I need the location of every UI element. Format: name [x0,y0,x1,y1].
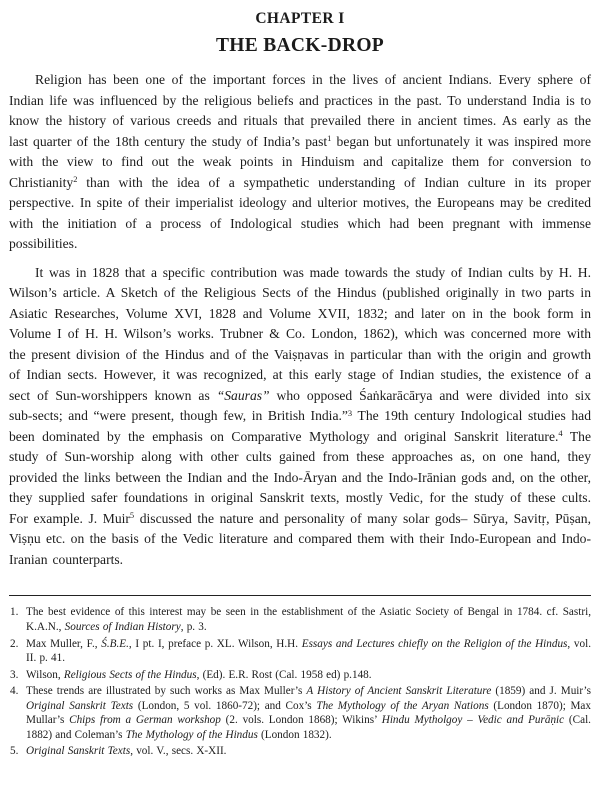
text-run: The study of Sun-worship along with other cults gained from these approaches as, on one hand, they provided the links between the Indian and the Indo-Āryan and the Indo-Irānian gods and, on the other, they supplied safer foundations in original Sanskrit texts, mostly Vedic, for the study of these cults. For example. J. Muir [9,428,591,526]
footnote-list [9,605,591,759]
footnote-divider [9,595,591,596]
footnote-number: 1. [10,606,19,619]
text-run: (Cal. 1882) and Coleman’s [26,714,591,741]
footnote-text [26,669,372,681]
italic-text-run: Hindu Mytholgoy – Vedic and Purāṇic [381,714,565,727]
footnote-reference: 5 [129,510,135,521]
text-run: (London, 5 vol. 1860-72); and Cox’s [133,699,317,712]
text-run: These trends are illustrated by such works as Max Muller’s [26,685,307,698]
footnote-text [26,685,591,741]
body-paragraph [9,263,591,571]
text-run: , (Ed). E.R. Rost (Cal. 1958 ed) p.148. [196,668,372,681]
italic-text-run: The Mythology of the Hindus [125,728,258,741]
text-run: It was in 1828 that a specific contribution was made towards the study of Indian cults by H. H. Wilson’s article. A Sketch of the Religious Sects of the Hindus (published originally in two parts in Asiatic Researches, Volume XVI, 1828 and Volume XVII, 1832; and later on in the book form in Volume I of H. H. Wilson’s works. Trubner & Co. London, 1862), which was concerned more with the present division of the Hindus and of the Vaiṣṇavas in particular than with the origin and growth of Indian sects. However, it was recognized, at this early stage of Indian studies, the existence of a sect of Sun-worshippers known as [9,264,591,403]
body-paragraph [9,70,591,255]
italic-text-run: Original Sanskrit Texts [26,699,134,712]
italic-text-run: “Sauras” [216,387,270,403]
footnote-number: 4. [10,685,19,698]
footnote-reference: 2 [73,173,78,184]
text-run: discussed the nature and personality of many solar gods– Sūrya, Savitṛ, Pūṣan, Viṣṇu etc. on the basis of the Vedic literature and compared them with their Indo-European and Indo-Iranian counterparts. [9,510,591,567]
footnote-number: 3. [10,668,19,681]
text-run: began but unfortunately it was inspired more with the view to find out the weak points in Hinduism and capitalize them for conversion to Christianity [9,133,591,190]
footnote-number: 2. [10,637,19,650]
footnote-reference: 1 [327,132,332,143]
italic-text-run: Chips from a German workshop [69,714,221,727]
italic-text-run: Religious Sects of the Hindus [63,668,197,681]
footnote-reference: 4 [558,428,563,439]
italic-text-run: Original Sanskrit Texts [26,745,131,758]
footnote-text [26,638,591,665]
text-run: , I pt. I, preface p. XL. Wilson, H.H. [128,637,302,650]
footnote [9,637,591,666]
chapter-title: THE BACK-DROP [215,35,385,56]
text-run: Religion has been one of the important forces in the lives of ancient Indians. Every sphere of Indian life was influenced by the religious beliefs and practices in the past. To understand India is to know the history of various creeds and rituals that prevailed there in ancient times. As early as the last quarter of the 18th century the study of India’s past [9,72,591,149]
italic-text-run: Essays and Lectures chiefly on the Religion of the Hindus [301,637,568,650]
text-run: (London 1870); Max Mullar’s [26,699,591,727]
footnote-text [26,745,226,757]
text-run: who opposed Śaṅkarācārya and were divided into six sub-sects; and “were present, though few, in British India.” [9,387,591,424]
text-run: than with the idea of a sympathetic understanding of Indian culture in its proper perspective. In spite of their imperialist ideology and ulterior motives, the Europeans may be credited with the initiation of a process of Indological studies which had been pregnant with immense possibilities. [9,174,591,252]
italic-text-run: Sources of Indian History [64,620,181,633]
footnote-reference: 3 [347,407,353,418]
italic-text-run: The Mythology of the Aryan Nations [316,699,489,712]
text-run: (2. vols. London 1868); Wikins’ [220,714,382,727]
text-run: The 19th century Indological studies had been dominated by the emphasis on Comparative Mythology and original Sanskrit literature. [9,408,591,444]
footnote-number: 5. [10,745,19,758]
footnote [9,744,591,759]
text-run: , p. 3. [180,620,207,633]
footnote [9,668,591,683]
footnote [9,605,591,634]
text-run: Max Muller, F., [26,637,102,650]
text-run: (London 1832). [257,728,332,741]
text-run: (1859) and J. Muir’s [491,685,592,698]
chapter-heading: CHAPTER I [255,10,345,27]
italic-text-run: Ś.B.E. [101,637,129,650]
italic-text-run: A History of Ancient Sanskrit Literature [306,685,492,698]
text-run: Wilson, [26,668,64,681]
text-run: , vol. II. p. 41. [26,637,591,665]
text-run: The best evidence of this interest may be seen in the establishment of the Asiatic Society of Bengal in 1784. cf. Sastri, K.A.N., [26,606,591,633]
footnote [9,684,591,742]
footnote-text [26,606,591,633]
text-run: , vol. V., secs. X-XII. [130,745,227,758]
